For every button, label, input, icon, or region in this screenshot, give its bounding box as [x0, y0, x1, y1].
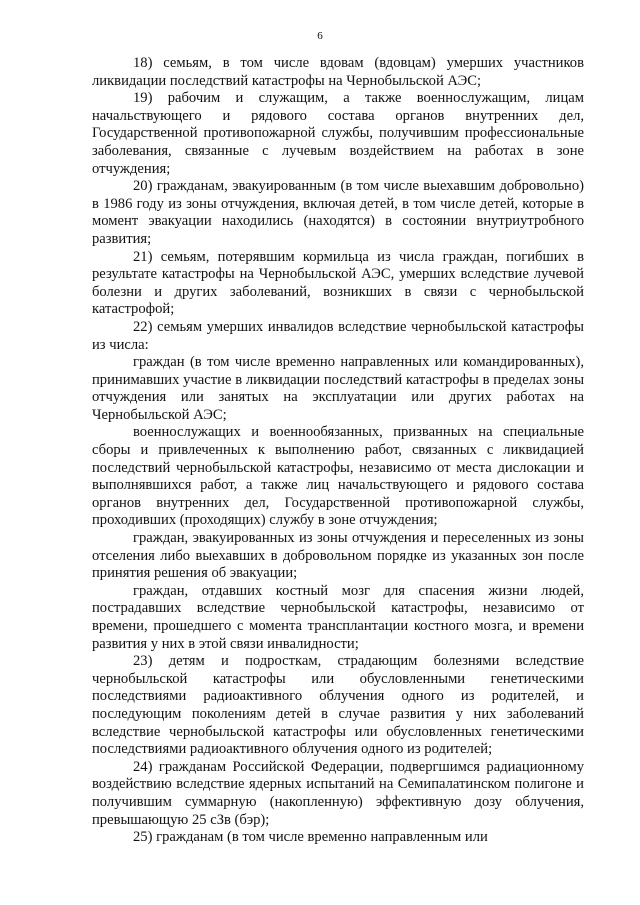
page-number: 6	[317, 30, 323, 42]
paragraph-item-22: 22) семьям умерших инвалидов вследствие чернобыльской катастрофы из числа:	[92, 318, 584, 353]
paragraph-item-23: 23) детям и подросткам, страдающим болезнями вследствие чернобыльской катастрофы или обусловленными генетическими последствиями радиоактивного облучения одного из родителей, и последующим поколениям детей в случае развития у них заболеваний вследствие чернобыльской катастрофы или обусловленных генетическими последствиями радиоактивного облучения одного из родителей;	[92, 653, 584, 758]
paragraph-item-19: 19) рабочим и служащим, а также военнослужащим, лицам начальствующего и рядового состава органов внутренних дел, Государственной противопожарной службы, получившим профессиональные заболевания, связанные с лучевым воздействием на работах в зоне отчуждения;	[92, 90, 584, 177]
paragraph-item-21: 21) семьям, потерявшим кормильца из числа граждан, погибших в результате катастрофы на Чернобыльской АЭС, умерших вследствие лучевой болезни и других заболеваний, возникших в связи с чернобыльской катастрофой;	[92, 248, 584, 318]
document-body	[92, 55, 584, 847]
paragraph-subitem-participants: граждан (в том числе временно направленных или командированных), принимавших участие в ликвидации последствий катастрофы в пределах зоны отчуждения или занятых на эксплуатации или других работах на Чернобыльской АЭС;	[92, 354, 584, 423]
paragraph-item-24: 24) гражданам Российской Федерации, подвергшимся радиационному воздействию вследствие ядерных испытаний на Семипалатинском полигоне и получившим суммарную (накопленную) эффективную дозу облучения, превышающую 25 сЗв (бэр);	[92, 758, 584, 828]
paragraph-subitem-military: военнослужащих и военнообязанных, призванных на специальные сборы и привлеченных к выполнению работ, связанных с ликвидацией последствий чернобыльской катастрофы, независимо от места дислокации и выполнявшихся работ, а также лиц начальствующего и рядового состава органов внутренних дел, Государственной противопожарной службы, проходивших (проходящих) службу в зоне отчуждения;	[92, 424, 584, 529]
paragraph-subitem-evacuated: граждан, эвакуированных из зоны отчуждения и переселенных из зоны отселения либо выехавших в добровольном порядке из указанных зон после принятия решения об эвакуации;	[92, 530, 584, 582]
paragraph-item-20: 20) гражданам, эвакуированным (в том числе выехавшим добровольно) в 1986 году из зоны отчуждения, включая детей, в том числе детей, которые в момент эвакуации находились (находятся) в состоянии внутриутробного развития;	[92, 178, 584, 247]
paragraph-item-25: 25) гражданам (в том числе временно направленным или	[133, 829, 488, 846]
paragraph-subitem-bone-marrow-donors: граждан, отдавших костный мозг для спасения жизни людей, пострадавших вследствие чернобыльской катастрофы, независимо от времени, прошедшего с момента трансплантации костного мозга, и времени развития у них в этой связи инвалидности;	[92, 582, 584, 652]
paragraph-item-18: 18) семьям, в том числе вдовам (вдовцам) умерших участников ликвидации последствий катастрофы на Чернобыльской АЭС;	[92, 55, 584, 89]
